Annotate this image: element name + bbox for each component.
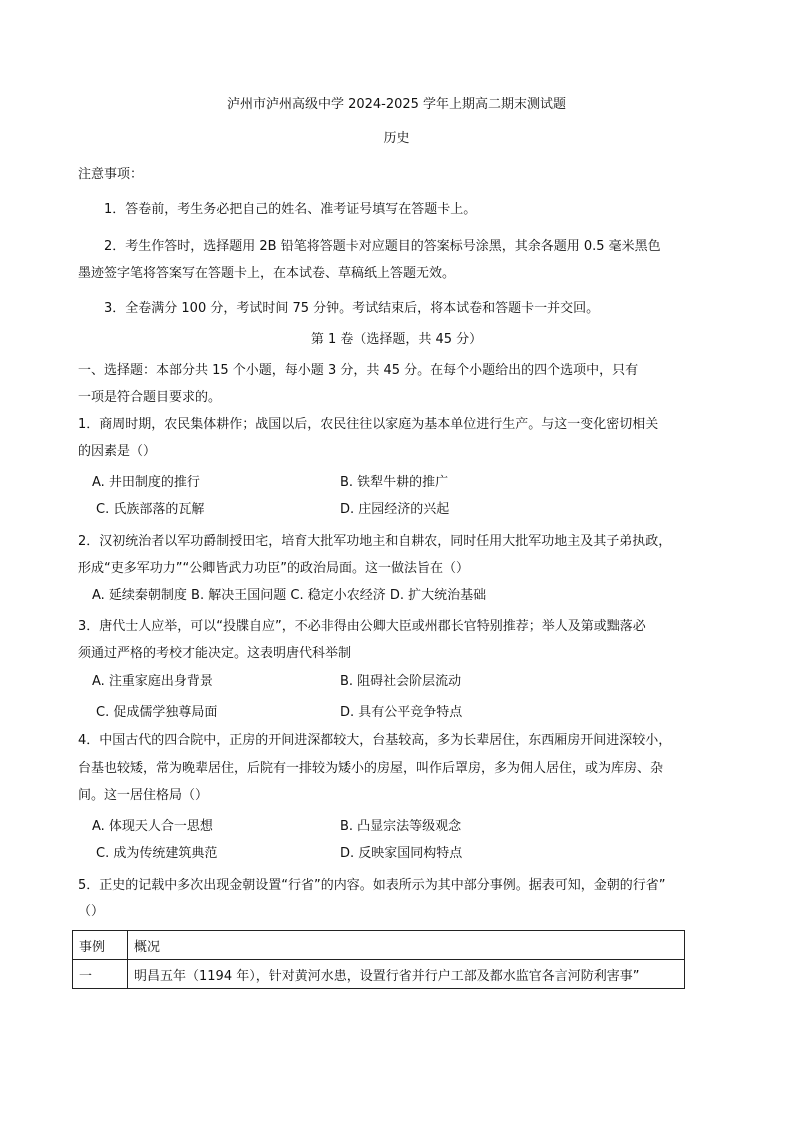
q4-option-b: B. 凸显宗法等级观念 [340, 819, 462, 834]
q4-stem-line-1: 4．中国古代的四合院中，正房的开间进深都较大，台基较高，多为长辈居住，东西厢房开间进深较小， [78, 733, 672, 748]
table-cell: 一 [73, 960, 128, 989]
q1-stem-line-2: 的因素是（） [78, 444, 157, 459]
q3-stem-line-2: 须通过严格的考校才能决定。这表明唐代科举制 [78, 646, 352, 661]
q5-stem-line-1: 5．正史的记载中多次出现金朝设置“行省”的内容。如表所示为其中部分事例。据表可知，金朝的行省” [78, 878, 666, 893]
q4-option-a: A. 体现天人合一思想 [92, 819, 213, 834]
table-header-row [73, 931, 685, 960]
section-title: 第 1 卷（选择题，共 45 分） [310, 332, 483, 347]
exam-title: 泸州市泸州高级中学 2024-2025 学年上期高二期末测试题 [226, 97, 567, 112]
q5-table [72, 930, 685, 989]
table-header-cell: 概况 [128, 931, 685, 960]
notice-item-3: 3．全卷满分 100 分，考试时间 75 分钟。考试结束后，将本试卷和答题卡一并交回。 [104, 301, 600, 316]
q4-option-c: C. 成为传统建筑典范 [96, 846, 218, 861]
q5-stem-line-2: （） [78, 904, 105, 919]
q3-option-d: D. 具有公平竞争特点 [340, 705, 463, 720]
q4-stem-line-2: 台基也较矮，常为晚辈居住，后院有一排较为矮小的房屋，叫作后罩房，多为佣人居住，或为库房、杂 [78, 761, 664, 776]
q2-stem-line-1: 2．汉初统治者以军功爵制授田宅，培育大批军功地主和自耕农，同时任用大批军功地主及其子弟执政， [78, 534, 672, 549]
subject-title: 历史 [383, 131, 410, 146]
section-intro-line-1: 一、选择题：本部分共 15 个小题，每小题 3 分，共 45 分。在每个小题给出的四个选项中，只有 [78, 363, 639, 378]
notice-heading: 注意事项： [78, 167, 144, 182]
notice-item-2-line-2: 墨迹签字笔将答案写在答题卡上，在本试卷、草稿纸上答题无效。 [78, 266, 456, 281]
q1-option-d: D. 庄园经济的兴起 [340, 502, 450, 517]
q3-option-a: A. 注重家庭出身背景 [92, 674, 213, 689]
section-intro-line-2: 一项是符合题目要求的。 [78, 390, 222, 405]
table-row [73, 960, 685, 989]
notice-item-1: 1．答卷前，考生务必把自己的姓名、准考证号填写在答题卡上。 [104, 202, 477, 217]
q3-option-b: B. 阻碍社会阶层流动 [340, 674, 462, 689]
q1-option-a: A. 井田制度的推行 [92, 475, 200, 490]
q1-option-c: C. 氏族部落的瓦解 [96, 502, 205, 517]
q1-stem-line-1: 1．商周时期，农民集体耕作；战国以后，农民往往以家庭为基本单位进行生产。与这一变化密切相关 [78, 417, 659, 432]
table-header-cell: 事例 [73, 931, 128, 960]
notice-item-2-line-1: 2．考生作答时，选择题用 2B 铅笔将答题卡对应题目的答案标号涂黑，其余各题用 0.5 毫米黑色 [104, 239, 661, 254]
q4-option-d: D. 反映家国同构特点 [340, 846, 463, 861]
q2-stem-line-2: 形成“吏多军功力”“公卿皆武力功臣”的政治局面。这一做法旨在（） [78, 561, 469, 576]
q3-stem-line-1: 3．唐代士人应举，可以“投牒自应”，不必非得由公卿大臣或州郡长官特别推荐；举人及第或黜落必 [78, 619, 646, 634]
q1-option-b: B. 铁犁牛耕的推广 [340, 475, 449, 490]
q2-options: A. 延续秦朝制度 B. 解决王国问题 C. 稳定小农经济 D. 扩大统治基础 [92, 588, 487, 603]
table-cell: 明昌五年（1194 年），针对黄河水患，设置行省并行户工部及都水监官各言河防利害事” [128, 960, 685, 989]
q3-option-c: C. 促成儒学独尊局面 [96, 705, 218, 720]
q4-stem-line-3: 间。这一居住格局（） [78, 788, 209, 803]
